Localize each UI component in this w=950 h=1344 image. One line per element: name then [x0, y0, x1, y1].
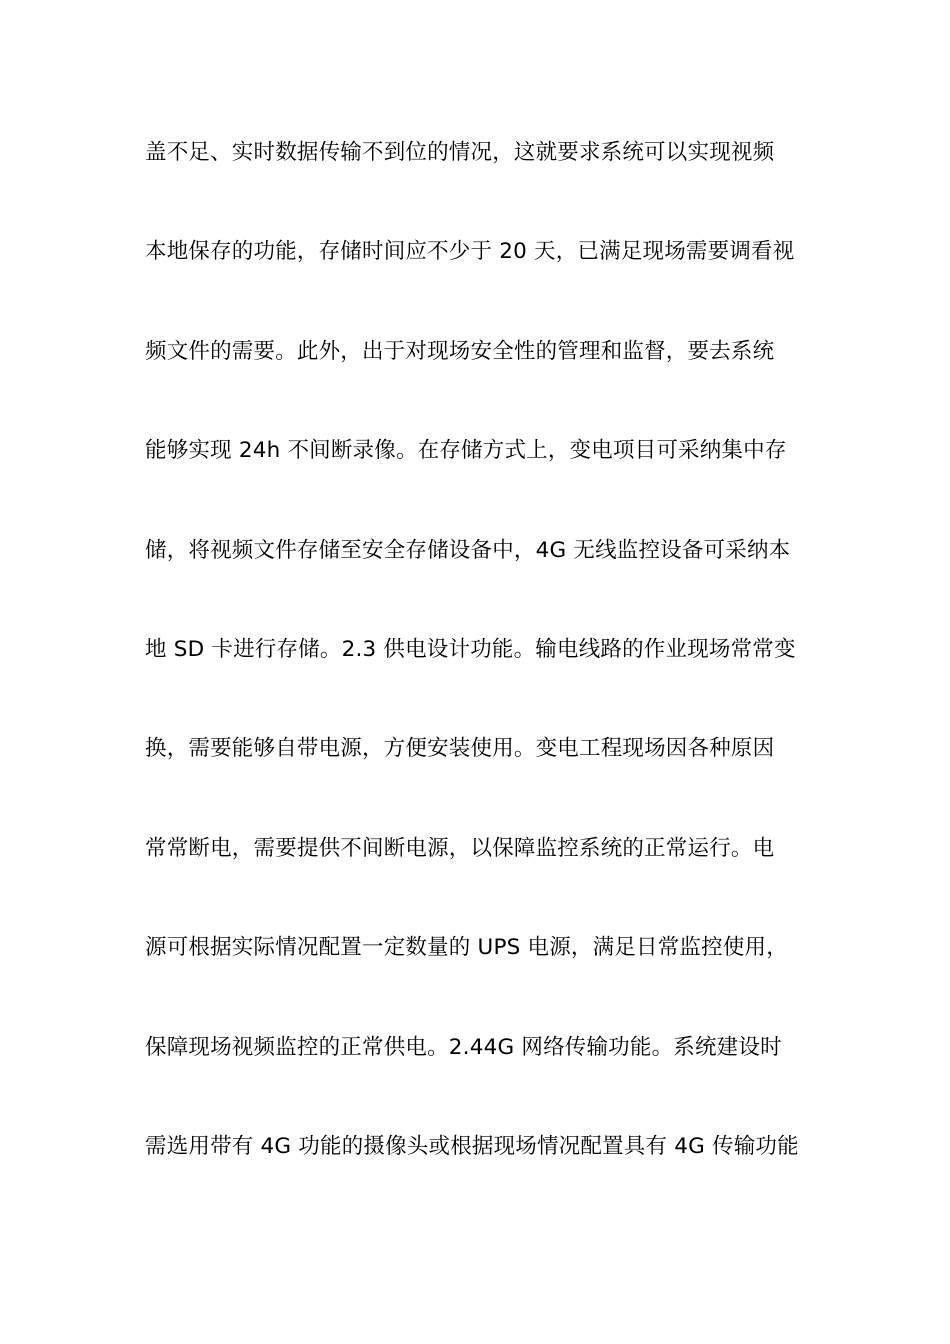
- text-line: 地 SD 卡进行存储。2.3 供电设计功能。输电线路的作业现场常常变: [145, 636, 796, 662]
- text-line: 储，将视频文件存储至安全存储设备中，4G 无线监控设备可采纳本: [145, 537, 791, 563]
- text-line: 本地保存的功能，存储时间应不少于 20 天，已满足现场需要调看视: [145, 239, 795, 265]
- text-line: 能够实现 24h 不间断录像。在存储方式上，变电项目可采纳集中存: [145, 438, 787, 464]
- text-line: 需选用带有 4G 功能的摄像头或根据现场情况配置具有 4G 传输功能: [145, 1133, 799, 1159]
- text-line: 频文件的需要。此外，出于对现场安全性的管理和监督，要去系统: [145, 338, 775, 364]
- body-text: [145, 133, 810, 1226]
- text-line: 源可根据实际情况配置一定数量的 UPS 电源，满足日常监控使用，: [145, 935, 788, 961]
- text-line: 保障现场视频监控的正常供电。2.44G 网络传输功能。系统建设时: [145, 1034, 782, 1060]
- text-line: 换，需要能够自带电源，方便安装使用。变电工程现场因各种原因: [145, 736, 775, 762]
- text-line: 盖不足、实时数据传输不到位的情况，这就要求系统可以实现视频: [145, 140, 775, 165]
- text-line: 常常断电，需要提供不间断电源，以保障监控系统的正常运行。电: [145, 835, 775, 861]
